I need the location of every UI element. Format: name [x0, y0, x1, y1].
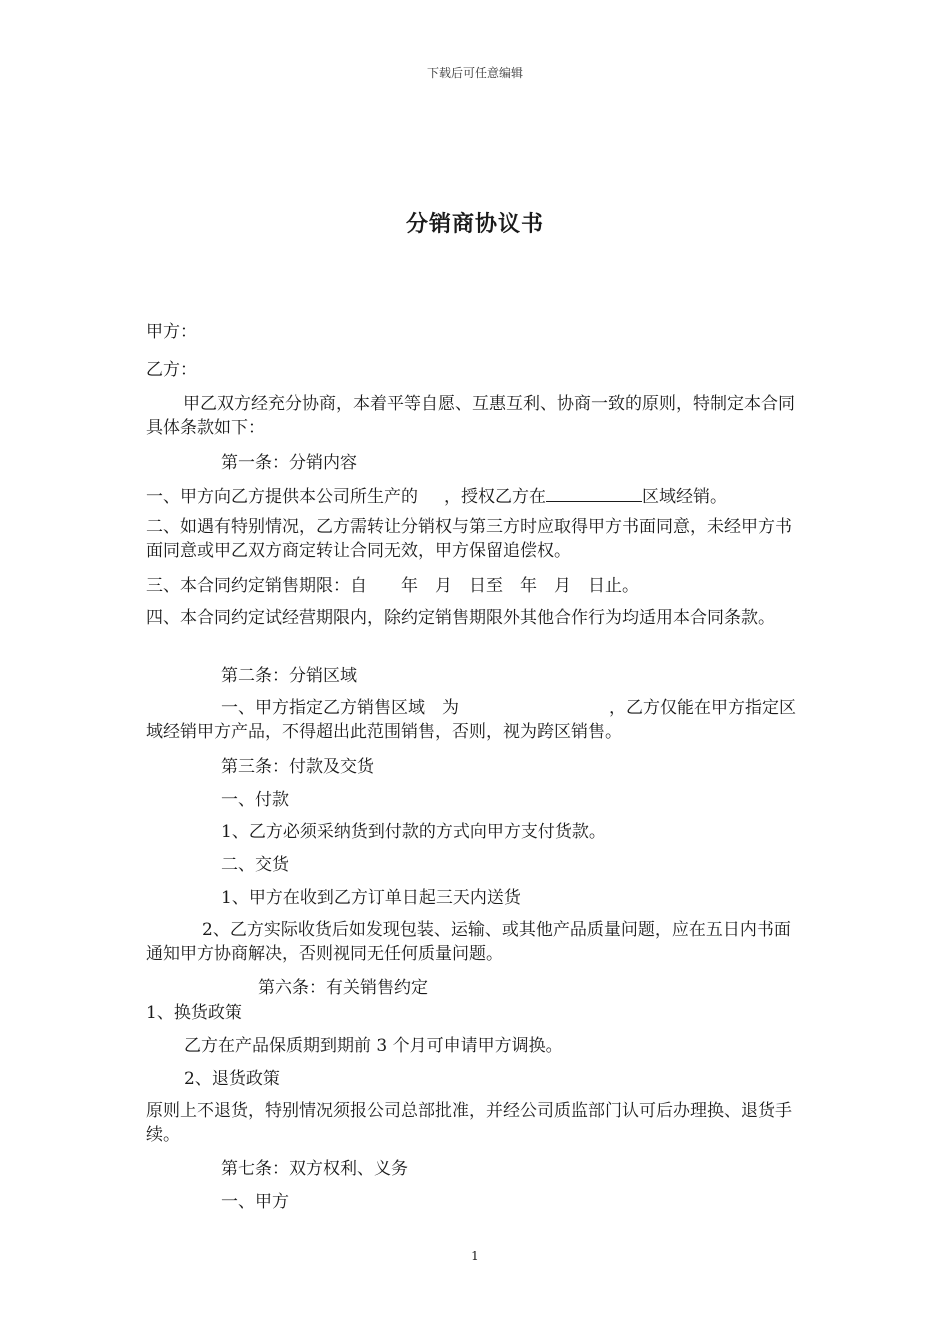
return-policy-heading: 2、退货政策: [184, 1069, 280, 1089]
article-2-heading: 第二条：分销区域: [221, 666, 357, 686]
article-7-heading: 第七条：双方权利、义务: [221, 1159, 408, 1179]
clause-1-part-c: 区域经销。: [642, 487, 727, 507]
article-1-clause-1: [146, 483, 806, 509]
party-b-label: 乙方：: [146, 360, 197, 380]
delivery-heading: 二、交货: [221, 855, 289, 875]
intro-paragraph: 甲乙双方经充分协商，本着平等自愿、互惠互利、协商一致的原则，特制定本合同具体条款如下：: [146, 394, 795, 438]
article-2-part-a: 一、甲方指定乙方销售区域 为: [221, 698, 459, 718]
article-1-clause-3: 三、本合同约定销售期限：自 年 月 日至 年 月 日止。: [146, 576, 639, 596]
article-6-heading: 第六条：有关销售约定: [258, 978, 428, 998]
article-2-part-b: ，乙方仅能在甲方指定区域经销甲方产品，不得超出此范围销售，否则，视为跨区销售。: [146, 698, 796, 742]
exchange-policy-heading: 1、换货政策: [146, 1003, 242, 1023]
exchange-policy-text: 乙方在产品保质期到期前 3 个月可申请甲方调换。: [184, 1036, 563, 1056]
region-blank: [546, 483, 642, 502]
header-note: 下载后可任意编辑: [426, 66, 523, 80]
party-a-label: 甲方：: [146, 322, 197, 342]
delivery-clause-1: 1、甲方在收到乙方订单日起三天内送货: [221, 888, 521, 908]
payment-heading: 一、付款: [221, 790, 289, 810]
clause-1-part-b: ，授权乙方在: [444, 487, 546, 507]
payment-clause-1: 1、乙方必须采纳货到付款的方式向甲方支付货款。: [221, 822, 606, 842]
page-number: 1: [471, 1249, 479, 1263]
return-policy-text: 原则上不退货，特别情况须报公司总部批准，并经公司质监部门认可后办理换、退货手续。: [146, 1101, 792, 1145]
article-1-heading: 第一条：分销内容: [221, 453, 357, 473]
document-title: 分销商协议书: [405, 212, 544, 237]
delivery-clause-2: 2、乙方实际收货后如发现包装、运输、或其他产品质量问题，应在五日内书面通知甲方协商解决，否则视同无任何质量问题。: [146, 920, 791, 964]
clause-1-part-a: 一、甲方向乙方提供本公司所生产的: [146, 487, 418, 507]
article-3-heading: 第三条：付款及交货: [221, 757, 374, 777]
article-7-party-a: 一、甲方: [221, 1192, 289, 1212]
article-1-clause-4: 四、本合同约定试经营期限内，除约定销售期限外其他合作行为均适用本合同条款。: [146, 608, 775, 628]
article-1-clause-2: 二、如遇有特别情况，乙方需转让分销权与第三方时应取得甲方书面同意，未经甲方书面同意或甲乙双方商定转让合同无效，甲方保留追偿权。: [146, 517, 792, 561]
article-2-clause-1: [146, 696, 806, 744]
